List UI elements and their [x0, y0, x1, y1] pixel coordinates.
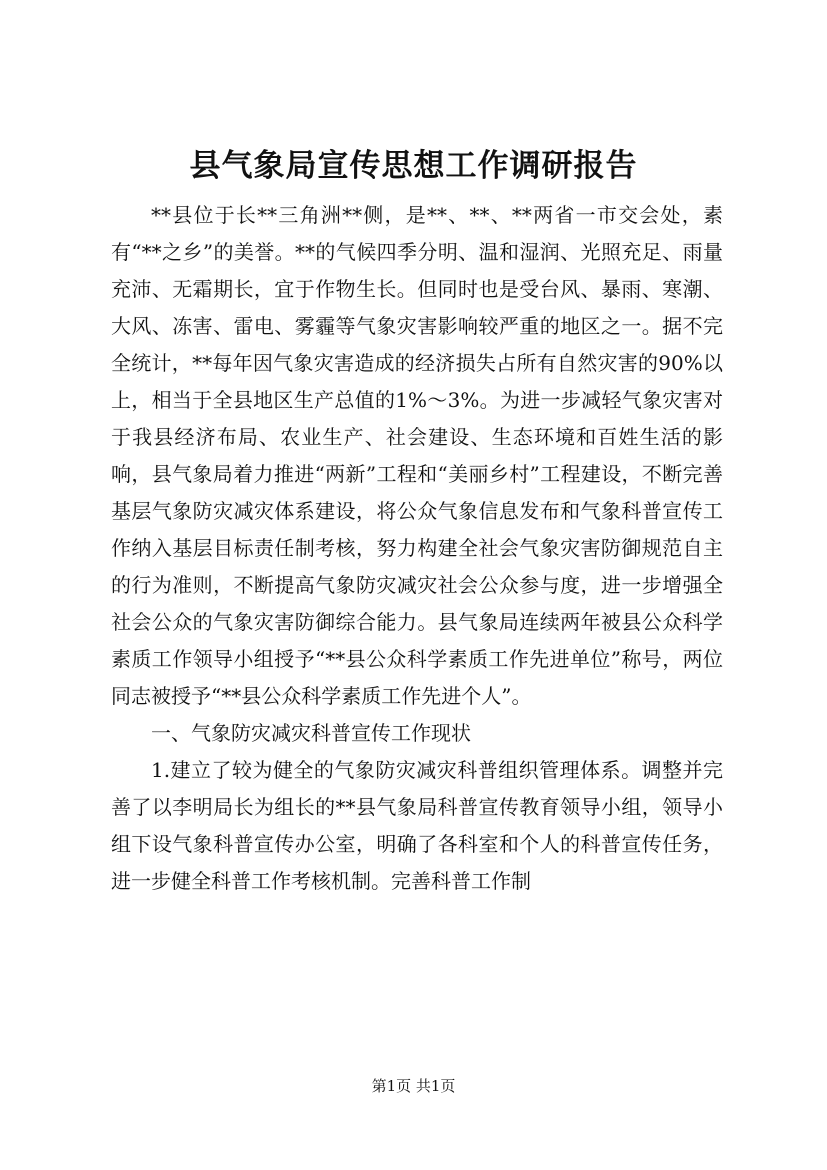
page-title: 县气象局宣传思想工作调研报告 [189, 148, 638, 184]
page-footer: 第1页 共1页 [371, 1077, 456, 1095]
section-heading: 一、气象防灾减灾科普宣传工作现状 [151, 721, 471, 745]
section-paragraph: 1.建立了较为健全的气象防灾减灾科普组织管理体系。调整并完善了以李明局长为组长的**县气象局科普宣传教育领导小组，领导小组下设气象科普宣传办公室，明确了各科室和个人的科普宣传任务，进一步健全科普工作考核机制。完善科普工作制 [111, 758, 723, 893]
intro-paragraph: **县位于长**三角洲**侧，是**、**、**两省一市交会处，素有“**之乡”的美誉。**的气候四季分明、温和湿润、光照充足、雨量充沛、无霜期长，宜于作物生长。但同时也是受台风、暴雨、寒潮、大风、冻害、雷电、雾霾等气象灾害影响较严重的地区之一。据不完全统计，**每年因气象灾害造成的经济损失占所有自然灾害的90%以上，相当于全县地区生产总值的1%～3%。为进一步减轻气象灾害对于我县经济布局、农业生产、社会建设、生态环境和百姓生活的影响，县气象局着力推进“两新”工程和“美丽乡村”工程建设，不断完善基层气象防灾减灾体系建设，将公众气象信息发布和气象科普宣传工作纳入基层目标责任制考核，努力构建全社会气象灾害防御规范自主的行为准则，不断提高气象防灾减灾社会公众参与度，进一步增强全社会公众的气象灾害防御综合能力。县气象局连续两年被县公众科学素质工作领导小组授予“**县公众科学素质工作先进单位”称号，两位同志被授予“**县公众科学素质工作先进个人”。 [111, 203, 723, 708]
document-body [111, 197, 723, 900]
